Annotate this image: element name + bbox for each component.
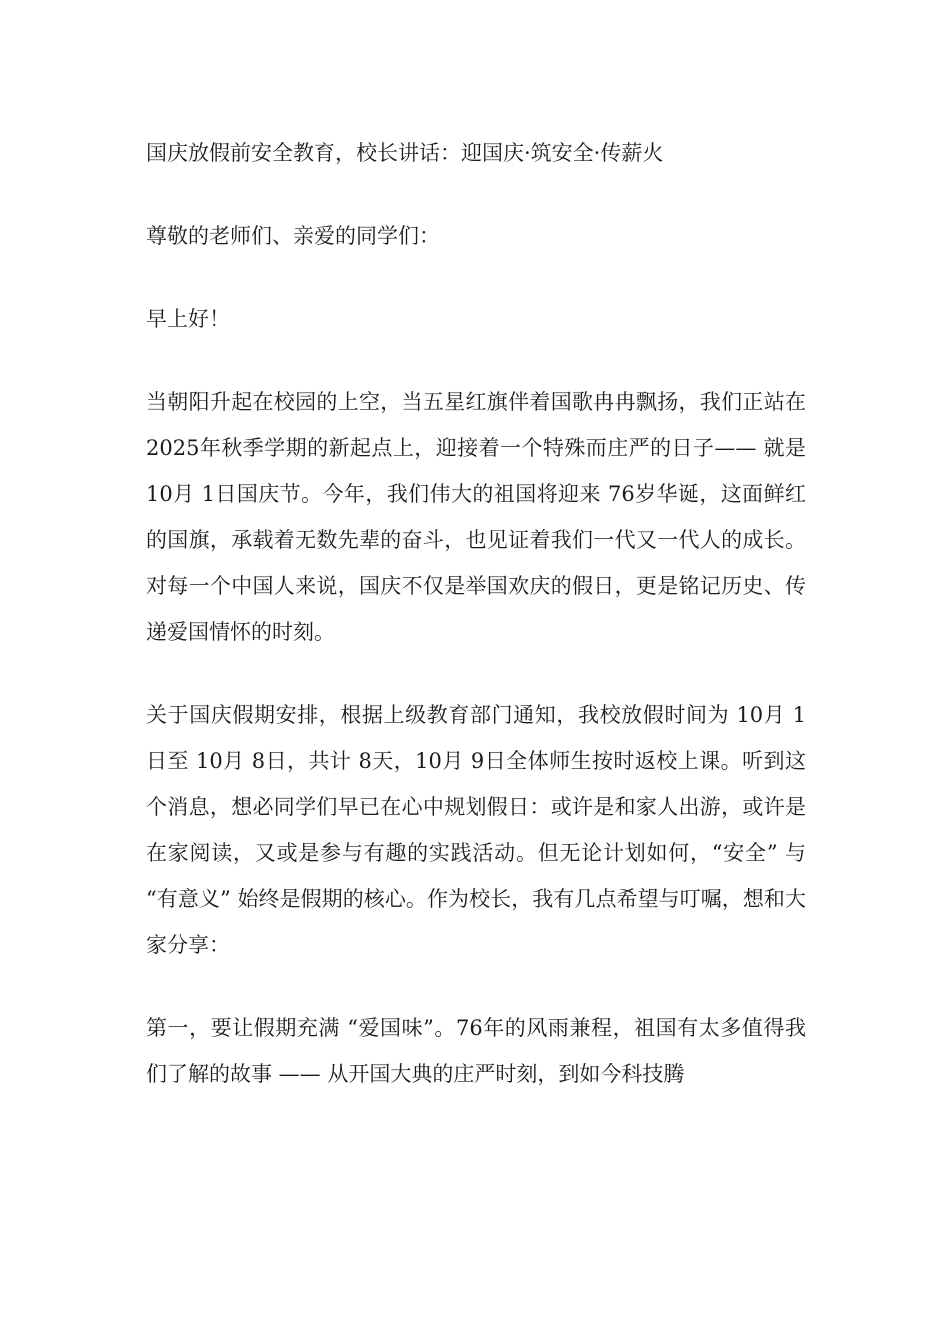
body-paragraph: 关于国庆假期安排，根据上级教育部门通知，我校放假时间为 10月 1日至 10月 8日，共计 8天，10月 9日全体师生按时返校上课。听到这个消息，想必同学们早已在心中规划假日：或许是和家人出游，或许是在家阅读，又或是参与有趣的实践活动。但无论计划如何，“安全” 与 “有意义” 始终是假期的核心。作为校长，我有几点希望与叮嘱，想和大家分享： bbox=[146, 703, 806, 957]
salutation: 尊敬的老师们、亲爱的同学们： bbox=[146, 224, 440, 248]
document-body bbox=[146, 130, 806, 1134]
body-paragraph: 当朝阳升起在校园的上空，当五星红旗伴着国歌冉冉飘扬，我们正站在 2025年秋季学期的新起点上，迎接着一个特殊而庄严的日子—— 就是 10月 1日国庆节。今年，我们伟大的祖国将迎来 76岁华诞，这面鲜红的国旗，承载着无数先辈的奋斗，也见证着我们一代又一代人的成长。对每一个中国人来说，国庆不仅是举国欢庆的假日，更是铭记历史、传递爱国情怀的时刻。 bbox=[146, 390, 806, 644]
body-paragraph: 第一，要让假期充满 “爱国味”。76年的风雨兼程，祖国有太多值得我们了解的故事 —— 从开国大典的庄严时刻，到如今科技腾 bbox=[146, 1016, 806, 1086]
document-title: 国庆放假前安全教育，校长讲话：迎国庆·筑安全·传薪火 bbox=[146, 141, 664, 165]
greeting: 早上好！ bbox=[146, 307, 230, 331]
